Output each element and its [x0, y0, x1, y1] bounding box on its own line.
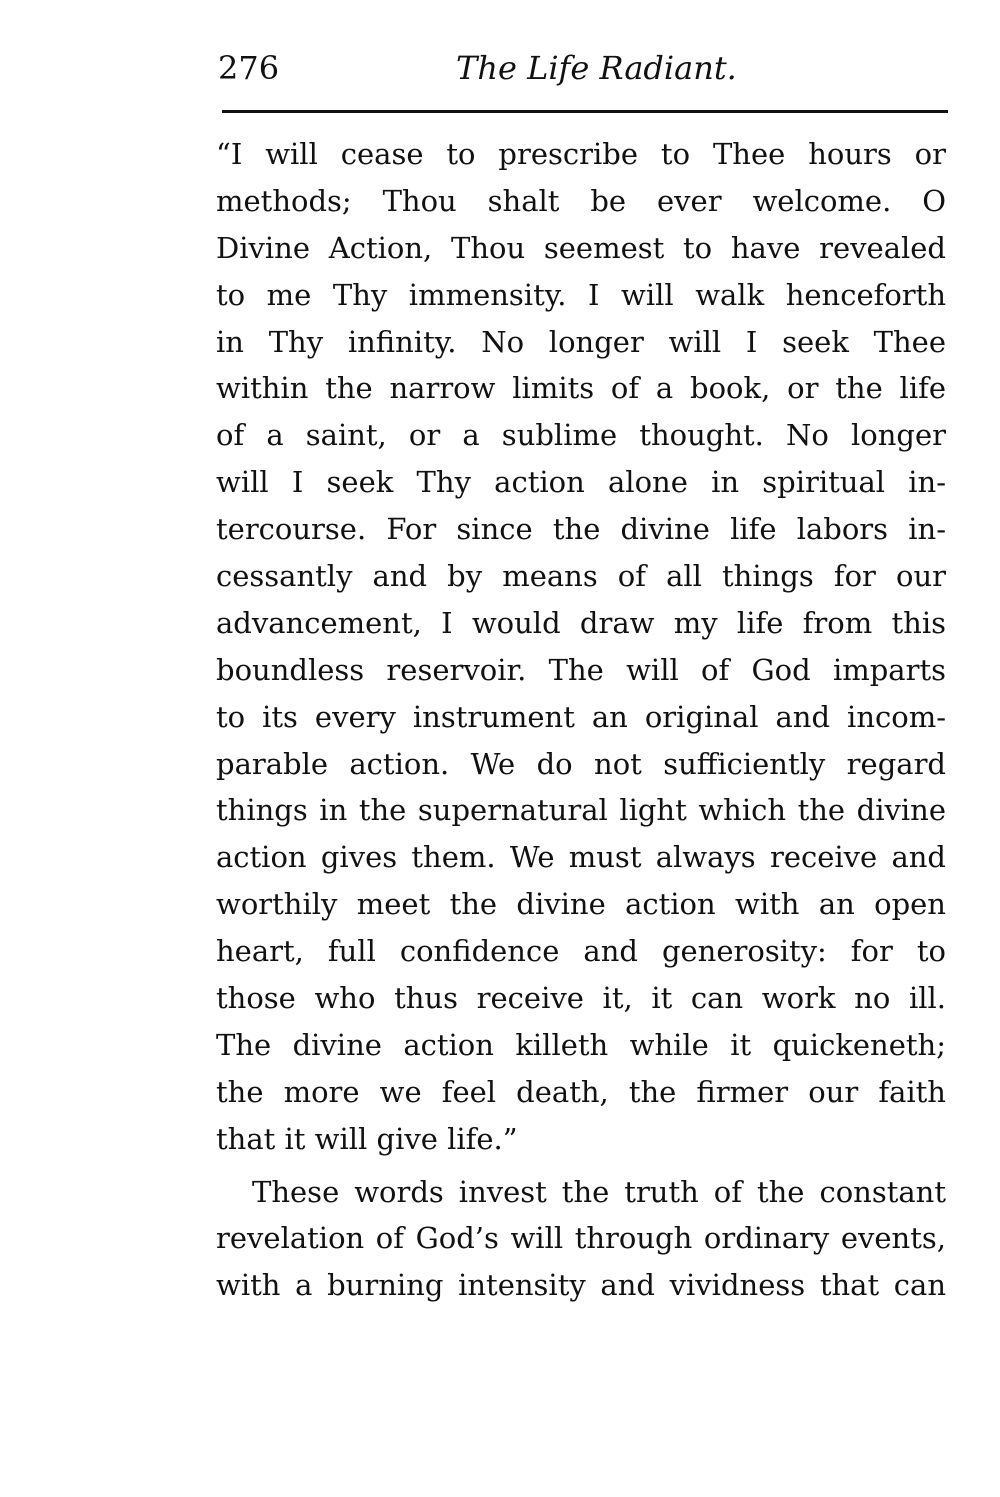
text-line: parable action. We do not sufficiently regard [216, 746, 946, 781]
text-line: worthily meet the divine action with an open [216, 887, 946, 922]
text-line: advancement, I would draw my life from this [216, 605, 946, 640]
text-line: the more we feel death, the firmer our faith [216, 1074, 946, 1109]
header-rule [222, 110, 948, 113]
text-line: with a burning intensity and vividness that can [216, 1268, 946, 1303]
text-line: will I seek Thy action alone in spiritual in- [216, 465, 946, 500]
text-line: “I will cease to prescribe to Thee hours or [216, 137, 946, 171]
text-line: that it will give life.” [216, 1121, 518, 1156]
text-line: boundless reservoir. The will of God imparts [216, 652, 946, 687]
text-line: of a saint, or a sublime thought. No longer [216, 418, 946, 453]
text-line: cessantly and by means of all things for our [216, 559, 946, 594]
body-text [216, 131, 946, 1309]
text-line: tercourse. For since the divine life labors in- [216, 512, 946, 547]
text-line: in Thy infinity. No longer will I seek Thee [216, 324, 946, 359]
text-line: within the narrow limits of a book, or the life [216, 371, 946, 406]
text-line: The divine action killeth while it quickeneth; [216, 1027, 946, 1062]
running-title: The Life Radiant. [456, 49, 737, 87]
page-number: 276 [218, 49, 280, 87]
text-line: to me Thy immensity. I will walk henceforth [216, 277, 946, 312]
text-line: Divine Action, Thou seemest to have revealed [216, 230, 946, 265]
paragraph-commentary [216, 1169, 946, 1310]
running-head [218, 46, 946, 90]
text-line: These words invest the truth of the constant [252, 1174, 946, 1209]
text-line: heart, full confidence and generosity: for to [216, 934, 946, 969]
paragraph-quotation [216, 131, 946, 1163]
text-line: revelation of God’s will through ordinary events, [216, 1221, 946, 1256]
text-line: to its every instrument an original and incom- [216, 699, 946, 734]
text-line: those who thus receive it, it can work no ill. [216, 981, 946, 1016]
text-line: action gives them. We must always receive and [216, 840, 946, 875]
text-line: methods; Thou shalt be ever welcome. O [216, 183, 946, 218]
text-line: things in the supernatural light which the divine [216, 793, 946, 828]
